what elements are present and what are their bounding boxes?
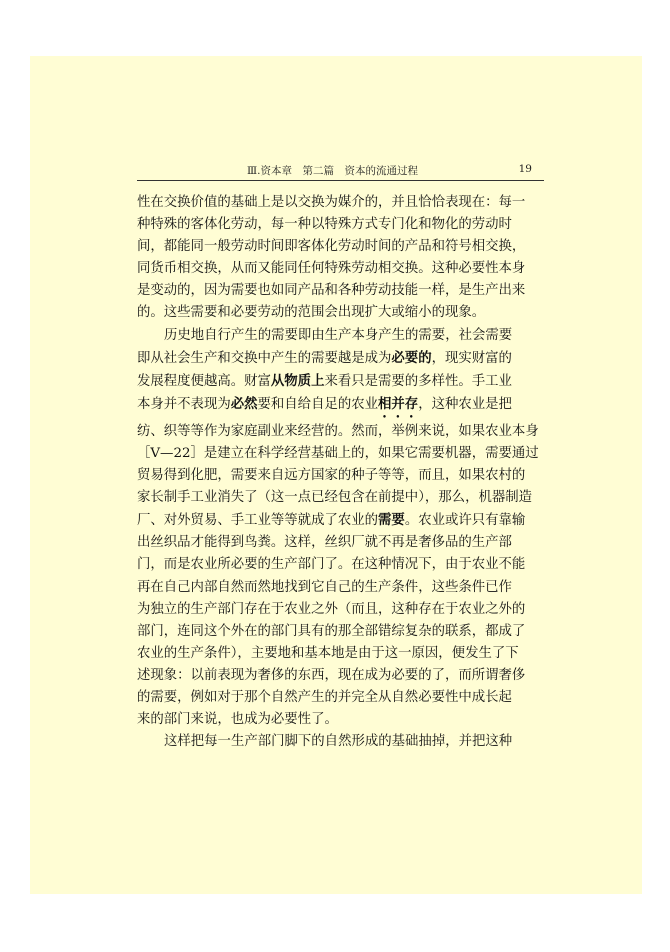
text-line: 性在交换价值的基础上是以交换为媒介的，并且恰恰表现在：每一 bbox=[137, 195, 526, 210]
emphasis-bold: 必然 bbox=[230, 395, 258, 412]
body-text bbox=[137, 192, 544, 753]
text-run: 即从社会生产和交换中产生的需要越是成为 bbox=[137, 350, 392, 366]
text-line: 同货币相交换，从而又能同任何特殊劳动相交换。这种必要性本身 bbox=[137, 261, 526, 277]
text-line: 为独立的生产部门存在于农业之外（而且，这种存在于农业之外的 bbox=[137, 601, 526, 617]
text-line: 出丝织品才能得到鸟粪。这样，丝织厂就不再是奢侈品的生产部 bbox=[137, 535, 512, 551]
text-run: 。农业或许只有靠输 bbox=[404, 513, 526, 529]
text-line: 纺、织等等作为家庭副业来经营的。然而，举例来说，如果农业本身 bbox=[137, 423, 539, 439]
header-title: Ⅲ.资本章 第二篇 资本的流通过程 bbox=[247, 165, 418, 177]
text-run: ，这种农业是把 bbox=[418, 396, 512, 412]
text-line: 的。这些需要和必要劳动的范围会出现扩大或缩小的现象。 bbox=[137, 305, 486, 321]
text-line: ［Ⅴ—22］是建立在科学经营基础上的，如果它需要机器，需要通过 bbox=[137, 445, 539, 461]
text-line: 部门，连同这个外在的部门具有的那全部错综复杂的联系，都成了 bbox=[137, 623, 526, 639]
text-line: 是变动的，因为需要也如同产品和各种劳动技能一样，是生产出来 bbox=[137, 283, 526, 299]
text-line: 的需要，例如对于那个自然产生的并完全从自然必要性中成长起 bbox=[137, 689, 512, 705]
text-line: 门，而是农业所必要的生产部门了。在这种情况下，由于农业不能 bbox=[137, 557, 526, 573]
text-line: 农业的生产条件），主要地和基本地是由于这一原因，便发生了下 bbox=[137, 645, 519, 661]
text-line: 种特殊的客体化劳动，每一种以特殊方式专门化和物化的劳动时 bbox=[137, 217, 512, 233]
text-run: 厂、对外贸易、手工业等等就成了农业的 bbox=[137, 513, 379, 529]
running-header bbox=[137, 160, 544, 181]
paragraph-start-line: 这样把每一生产部门脚下的自然形成的基础抽掉，并把这种 bbox=[164, 734, 513, 750]
text-run: 要和自给自足的农业 bbox=[257, 396, 379, 412]
text-run: 来看只是需要的多样性。手工业 bbox=[324, 373, 512, 389]
text-run: ，现实财富的 bbox=[431, 350, 512, 366]
text-line bbox=[137, 509, 544, 532]
text-line bbox=[137, 370, 544, 393]
text-line: 再在自己内部自然而然地找到它自己的生产条件，这些条件已作 bbox=[137, 579, 512, 595]
page-number: 19 bbox=[518, 163, 532, 175]
text-line: 间，都能同一般劳动时间即客体化劳动时间的产品和符号相交换， bbox=[137, 239, 526, 255]
emphasis-bold: 需要 bbox=[378, 512, 405, 529]
paragraph-start-line: 历史地自行产生的需要即由生产本身产生的需要，社会需要 bbox=[164, 327, 513, 343]
text-line: 来的部门来说，也成为必要性了。 bbox=[137, 712, 338, 728]
emphasis-bold: 从物质上 bbox=[270, 372, 325, 389]
text-line: 述现象：以前表现为奢侈的东西，现在成为必要的了，而所谓奢侈 bbox=[137, 667, 526, 683]
text-run: 发展程度便越高。财富 bbox=[137, 373, 271, 389]
text-run: 本身并不表现为 bbox=[137, 396, 231, 412]
emphasis-dotted: 相并存 bbox=[378, 395, 419, 412]
emphasis-bold: 必要的 bbox=[391, 349, 432, 366]
text-line: 贸易得到化肥，需要来自远方国家的种子等等，而且，如果农村的 bbox=[137, 468, 526, 484]
text-line: 家长制手工业消失了（这一点已经包含在前提中），那么，机器制造 bbox=[137, 490, 533, 506]
text-line bbox=[137, 347, 544, 370]
text-line bbox=[137, 393, 544, 421]
